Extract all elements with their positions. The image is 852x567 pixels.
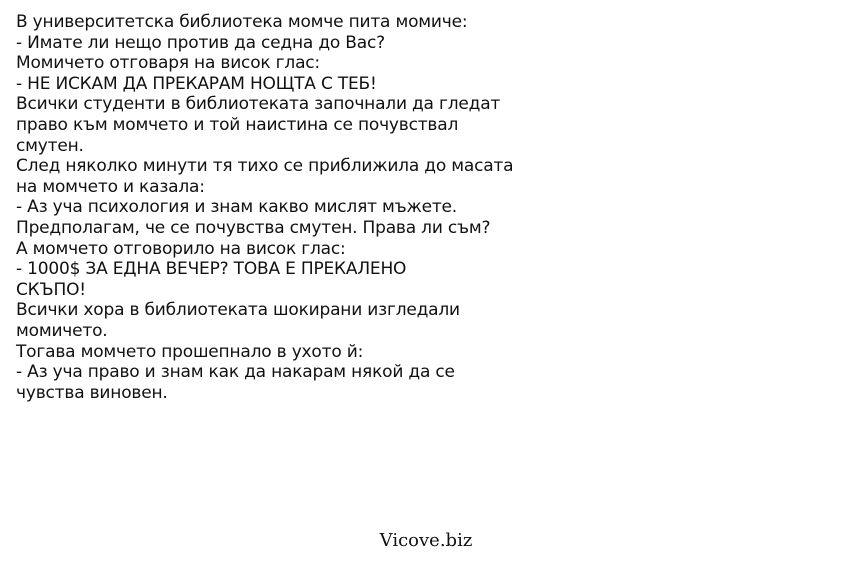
text-line: на момчето и казала: (16, 176, 205, 197)
text-line: - Аз уча психология и знам какво мислят мъжете. (16, 197, 458, 218)
text-line: А момчето отговорило на висок глас: (16, 238, 346, 259)
text-line: момичето. (16, 320, 108, 341)
text-line: смутен. (16, 135, 84, 156)
text-line: Всички хора в библиотеката шокирани изгледали (16, 300, 460, 321)
text-line: Предполагам, че се почувства смутен. Права ли съм? (16, 217, 491, 238)
text-line: Всички студенти в библиотеката започнали да гледат (16, 94, 501, 115)
text-line: Момичето отговаря на висок глас: (16, 53, 320, 74)
text-line: - 1000$ ЗА ЕДНА ВЕЧЕР? ТОВА Е ПРЕКАЛЕНО (16, 259, 407, 280)
text-line: - НЕ ИСКАМ ДА ПРЕКАРАМ НОЩТА С ТЕБ! (16, 73, 377, 94)
text-line: В университетска библиотека момче пита момиче: (16, 12, 468, 32)
text-line: - Аз уча право и знам как да накарам някой да се (16, 362, 455, 383)
text-line: СКЪПО! (16, 279, 86, 300)
text-line: право към момчето и той наистина се почувствал (16, 114, 459, 135)
text-line: чувства виновен. (16, 382, 168, 403)
text-line: - Имате ли нещо против да седна до Вас? (16, 32, 385, 53)
joke-text (16, 12, 576, 403)
text-line: След няколко минути тя тихо се приближила до масата (16, 156, 514, 177)
text-line: Тогава момчето прошепнало в ухото й: (16, 341, 364, 362)
site-watermark: Vicove.biz (379, 530, 473, 551)
